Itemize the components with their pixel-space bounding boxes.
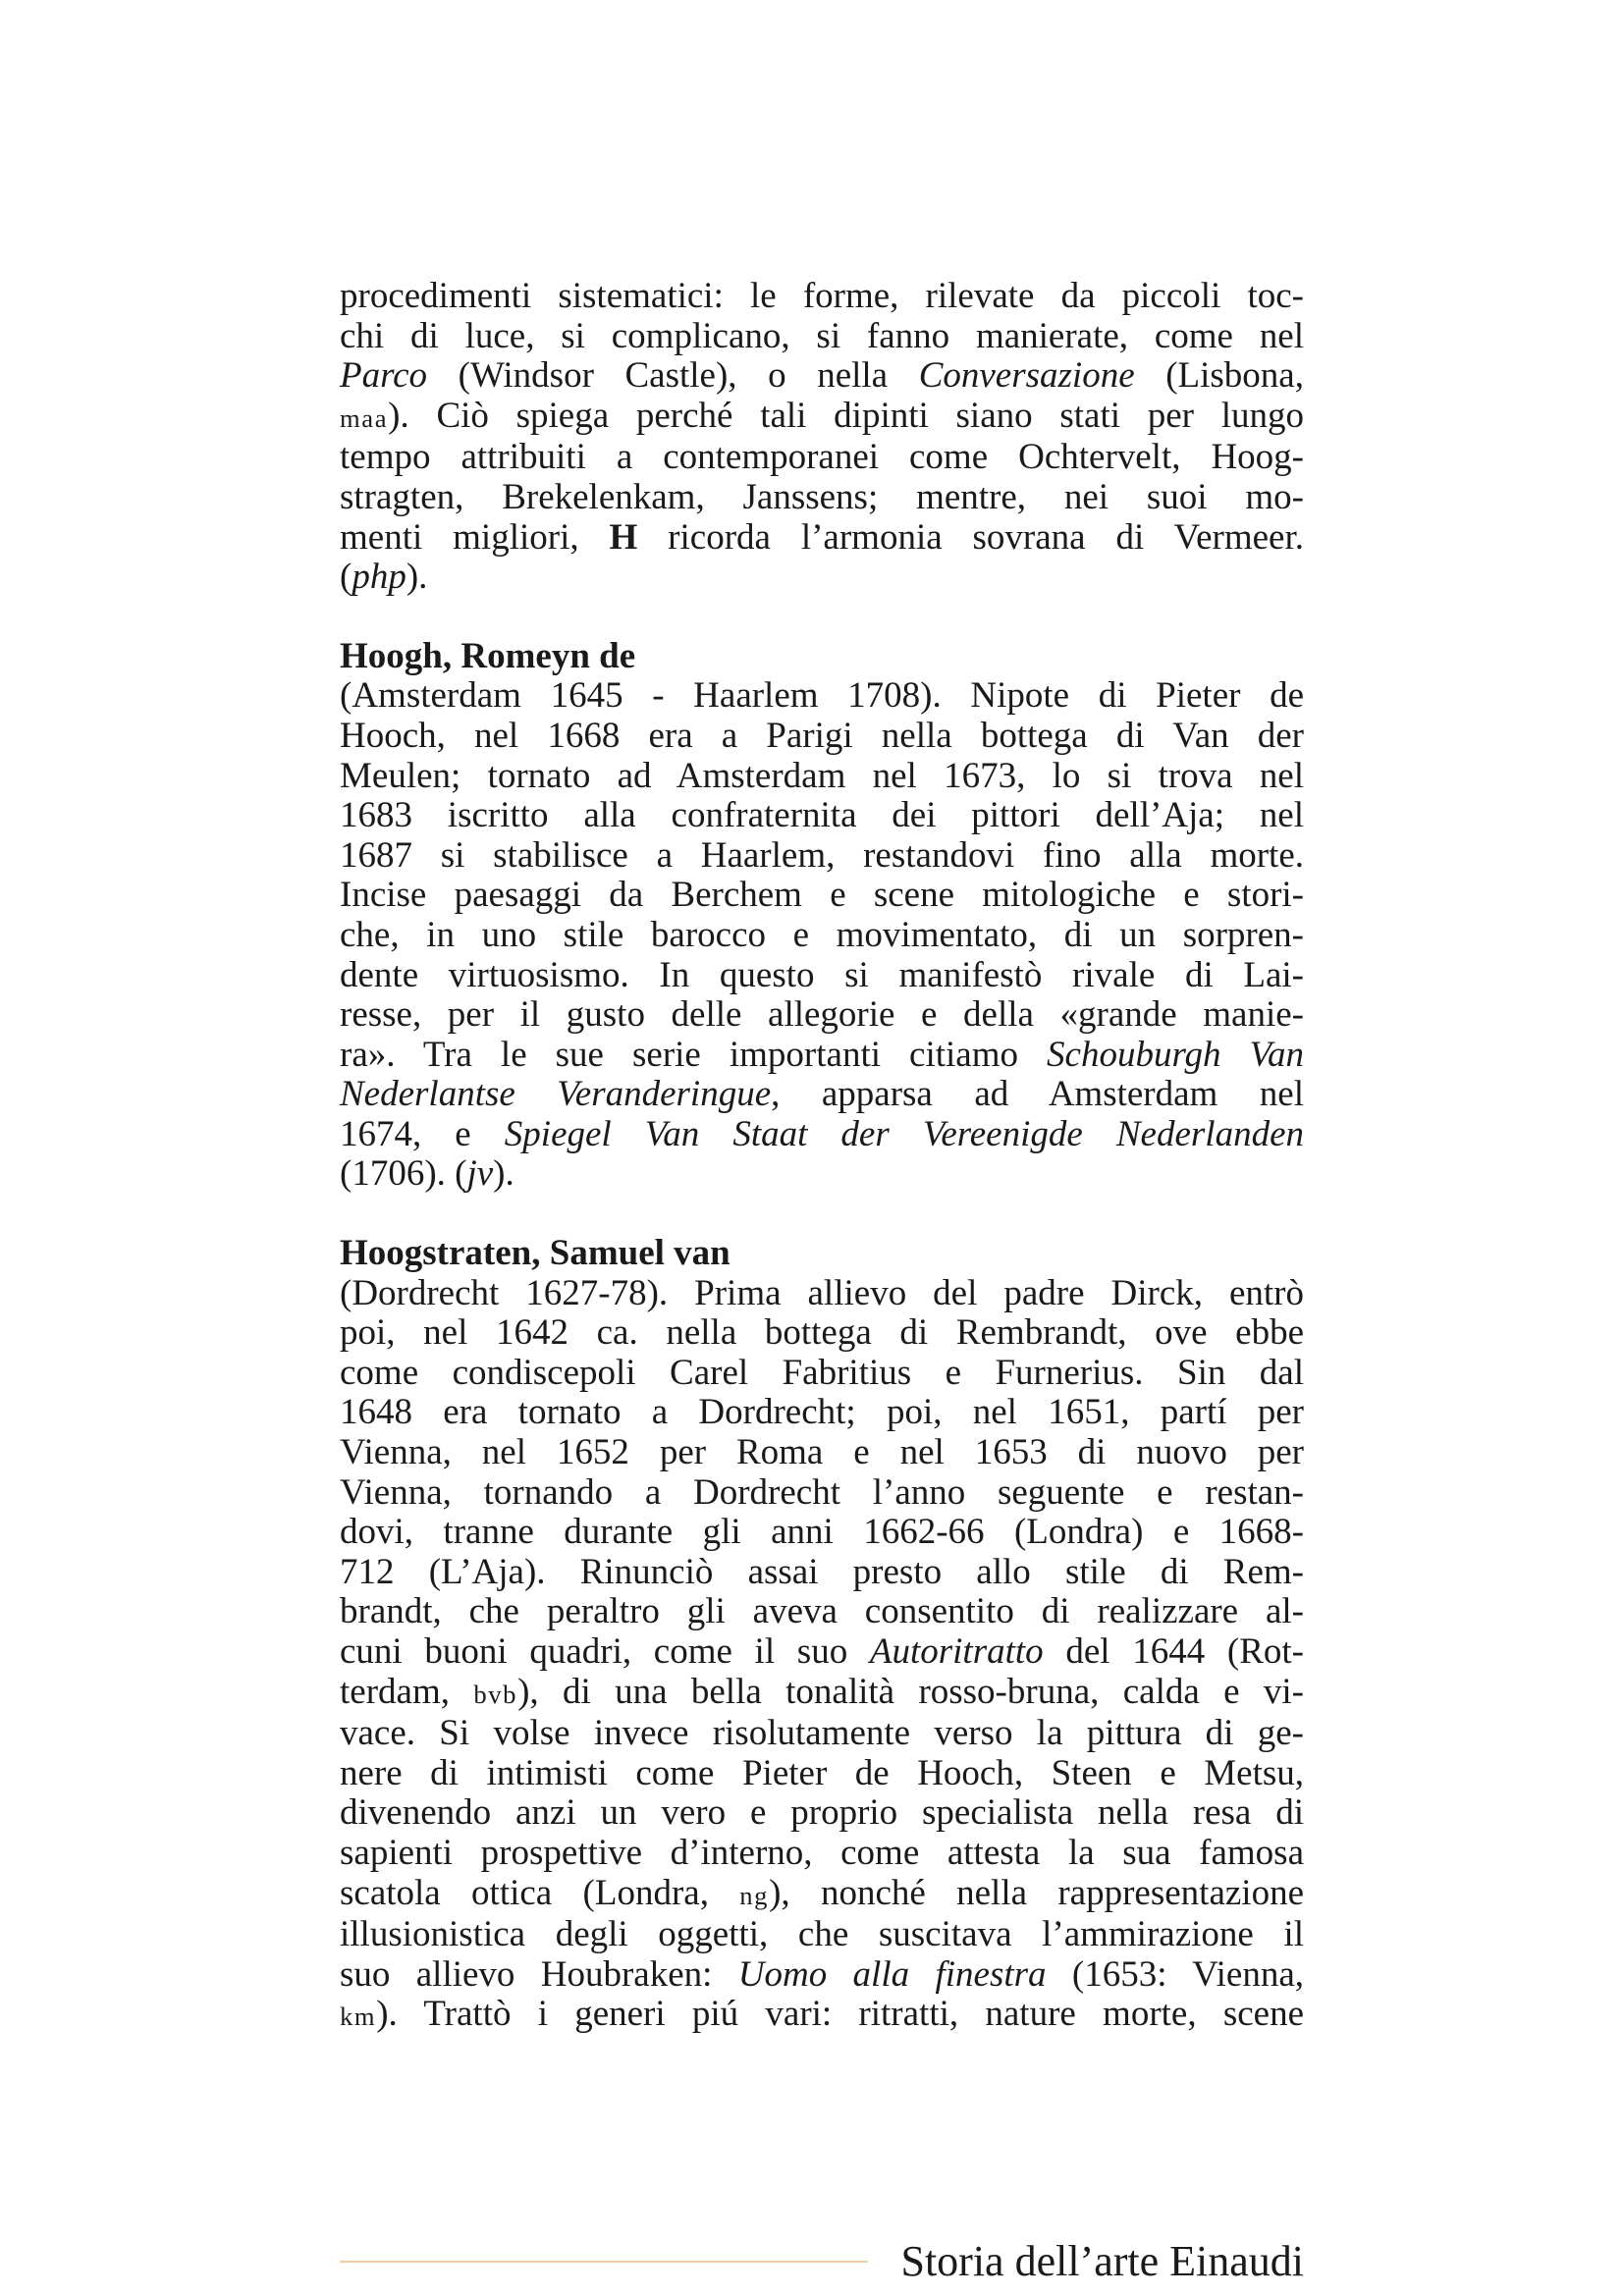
text-line — [340, 317, 1304, 357]
text-run: suo allievo Houbraken: — [340, 1953, 738, 1995]
italic-title: php — [352, 557, 406, 598]
text-run: ). — [406, 557, 428, 598]
text-line — [340, 1036, 1304, 1076]
text-line — [340, 1433, 1304, 1473]
text-run: terdam, — [340, 1671, 474, 1712]
text-run: tempo attribuiti a contemporanei come Ochtervelt, Hoog- — [340, 437, 1304, 478]
text-run: Meulen; tornato ad Amsterdam nel 1673, lo si trova nel — [340, 755, 1304, 796]
text-line — [340, 558, 1304, 598]
text-line — [340, 1632, 1304, 1673]
text-run: sapienti prospettive d’interno, come attesta la sua famosa — [340, 1832, 1304, 1873]
text-line — [340, 796, 1304, 836]
text-run: Incise paesaggi da Berchem e scene mitologiche e stori- — [340, 875, 1304, 916]
italic-title: Uomo alla finestra — [737, 1953, 1047, 1995]
entry-hoogstraten-samuel — [340, 1234, 1304, 2037]
text-line — [340, 757, 1304, 797]
abbreviation: ng — [739, 1880, 770, 1910]
text-run: 1648 era tornato a Dordrecht; poi, nel 1651, partí per — [340, 1392, 1304, 1433]
text-line — [340, 916, 1304, 956]
entry-hoogh-romeyn — [340, 637, 1304, 1195]
italic-title: Parco — [340, 355, 428, 397]
text-line — [340, 1154, 1304, 1195]
text-line — [340, 1793, 1304, 1834]
text-run: ). Trattò i generi piú vari: ritratti, nature morte, scene — [376, 1994, 1304, 2035]
text-run: procedimenti sistematici: le forme, rilevate da piccoli toc- — [340, 276, 1304, 316]
text-run: 1687 si stabilisce a Haarlem, restandovi fino alla morte. — [340, 834, 1304, 876]
text-run: resse, per il gusto delle allegorie e della «grande manie- — [340, 994, 1304, 1036]
text-run: ricorda l’armonia sovrana di Vermeer. — [637, 516, 1304, 558]
text-run: Vienna, tornando a Dordrecht l’anno seguente e restan- — [340, 1471, 1304, 1513]
text-line — [340, 1473, 1304, 1514]
text-line — [340, 995, 1304, 1036]
text-line — [340, 1075, 1304, 1115]
page-body — [340, 277, 1304, 2037]
text-run: (1653: Vienna, — [1046, 1953, 1305, 1995]
text-run: menti migliori, — [340, 516, 610, 558]
text-run: ), nonché nella rappresentazione — [769, 1872, 1304, 1913]
bold-text: H — [609, 516, 638, 558]
text-line — [340, 676, 1304, 717]
text-run: del 1644 (Rot- — [1043, 1631, 1304, 1672]
text-run: 712 (L’Aja). Rinunciò assai presto allo stile di Rem- — [340, 1551, 1304, 1592]
text-run: dente virtuosismo. In questo si manifestò rivale di Lai- — [340, 954, 1304, 995]
text-run: poi, nel 1642 ca. nella bottega di Rembrandt, ove ebbe — [340, 1312, 1304, 1354]
text-line — [340, 1592, 1304, 1632]
text-line — [340, 876, 1304, 916]
text-run: che, in uno stile barocco e movimentato, di un sorpren- — [340, 914, 1304, 955]
text-line — [340, 836, 1304, 877]
text-line — [340, 1754, 1304, 1794]
text-run: (Amsterdam 1645 - Haarlem 1708). Nipote di Pieter de — [340, 675, 1304, 717]
text-run: come condiscepoli Carel Fabritius e Furnerius. Sin dal — [340, 1352, 1304, 1393]
italic-title: Autoritratto — [869, 1631, 1044, 1672]
abbreviation: bvb — [473, 1679, 518, 1709]
entry-heading: Hoogstraten, Samuel van — [340, 1233, 730, 1274]
text-run: ), di una bella tonalità rosso-bruna, calda e vi- — [517, 1671, 1304, 1712]
intro-paragraph — [340, 277, 1304, 598]
text-line — [340, 1274, 1304, 1314]
abbreviation: km — [340, 2002, 377, 2032]
text-run: (Dordrecht 1627-78). Prima allievo del padre Dirck, entrò — [340, 1272, 1304, 1313]
text-run: ). Ciò spiega perché tali dipinti siano stati per lungo — [388, 395, 1304, 436]
text-line — [340, 518, 1304, 559]
text-run: chi di luce, si complicano, si fanno manierate, come nel — [340, 315, 1304, 356]
paragraph-gap — [340, 1195, 1304, 1234]
paragraph-gap — [340, 598, 1304, 637]
text-line — [340, 1115, 1304, 1155]
text-run: divenendo anzi un vero e proprio specialista nella resa di — [340, 1792, 1304, 1834]
text-run: , apparsa ad Amsterdam nel — [771, 1074, 1304, 1115]
text-line — [340, 1995, 1304, 2037]
text-run: nere di intimisti come Pieter de Hooch, Steen e Metsu, — [340, 1752, 1304, 1793]
text-line — [340, 1714, 1304, 1754]
text-run: stragten, Brekelenkam, Janssens; mentre, nei suoi mo- — [340, 476, 1304, 517]
text-line — [340, 277, 1304, 317]
text-line — [340, 1553, 1304, 1593]
text-line — [340, 1313, 1304, 1354]
text-line — [340, 1955, 1304, 1996]
text-run: ra». Tra le sue serie importanti citiamo — [340, 1034, 1048, 1075]
text-line — [340, 1874, 1304, 1916]
italic-title: Nederlantse Veranderingue — [340, 1074, 772, 1115]
text-line — [340, 1513, 1304, 1553]
text-line — [340, 397, 1304, 439]
text-run: scatola ottica (Londra, — [340, 1872, 740, 1913]
footer-divider — [340, 2261, 868, 2263]
entry-body — [340, 1274, 1304, 2037]
text-run: ( — [340, 557, 352, 598]
text-line — [340, 478, 1304, 518]
text-line — [340, 356, 1304, 397]
text-run: (Lisbona, — [1134, 355, 1304, 397]
footer-title: Storia dell’arte Einaudi — [900, 2237, 1304, 2285]
text-line — [340, 438, 1304, 478]
text-run: (Windsor Castle), o nella — [427, 355, 919, 397]
text-run: dovi, tranne durante gli anni 1662-66 (Londra) e 1668- — [340, 1512, 1304, 1553]
text-line — [340, 1393, 1304, 1433]
text-run: cuni buoni quadri, come il suo — [340, 1631, 870, 1672]
italic-title: Conversazione — [918, 355, 1135, 397]
text-line — [340, 956, 1304, 996]
text-run: vace. Si volse invece risolutamente verso la pittura di ge- — [340, 1713, 1304, 1754]
text-line — [340, 1915, 1304, 1955]
text-line — [340, 1834, 1304, 1874]
italic-title: Schouburgh Van — [1047, 1034, 1305, 1075]
text-run: 1674, e — [340, 1113, 505, 1154]
text-line — [340, 717, 1304, 757]
text-run: (1706). ( — [340, 1153, 467, 1195]
text-line — [340, 1673, 1304, 1715]
text-run: illusionistica degli oggetti, che suscitava l’ammirazione il — [340, 1914, 1304, 1955]
text-run: Hooch, nel 1668 era a Parigi nella bottega di Van der — [340, 715, 1304, 756]
entry-body — [340, 676, 1304, 1195]
italic-title: Spiegel Van Staat der Vereenigde Nederlanden — [504, 1113, 1304, 1154]
abbreviation: maa — [340, 402, 389, 433]
text-run: ). — [493, 1153, 514, 1195]
text-line — [340, 1354, 1304, 1394]
italic-title: jv — [466, 1153, 494, 1195]
entry-heading: Hoogh, Romeyn de — [340, 635, 636, 676]
text-run: 1683 iscritto alla confraternita dei pittori dell’Aja; nel — [340, 795, 1304, 836]
text-run: brandt, che peraltro gli aveva consentito di realizzare al- — [340, 1591, 1304, 1632]
text-run: Vienna, nel 1652 per Roma e nel 1653 di nuovo per — [340, 1432, 1304, 1473]
